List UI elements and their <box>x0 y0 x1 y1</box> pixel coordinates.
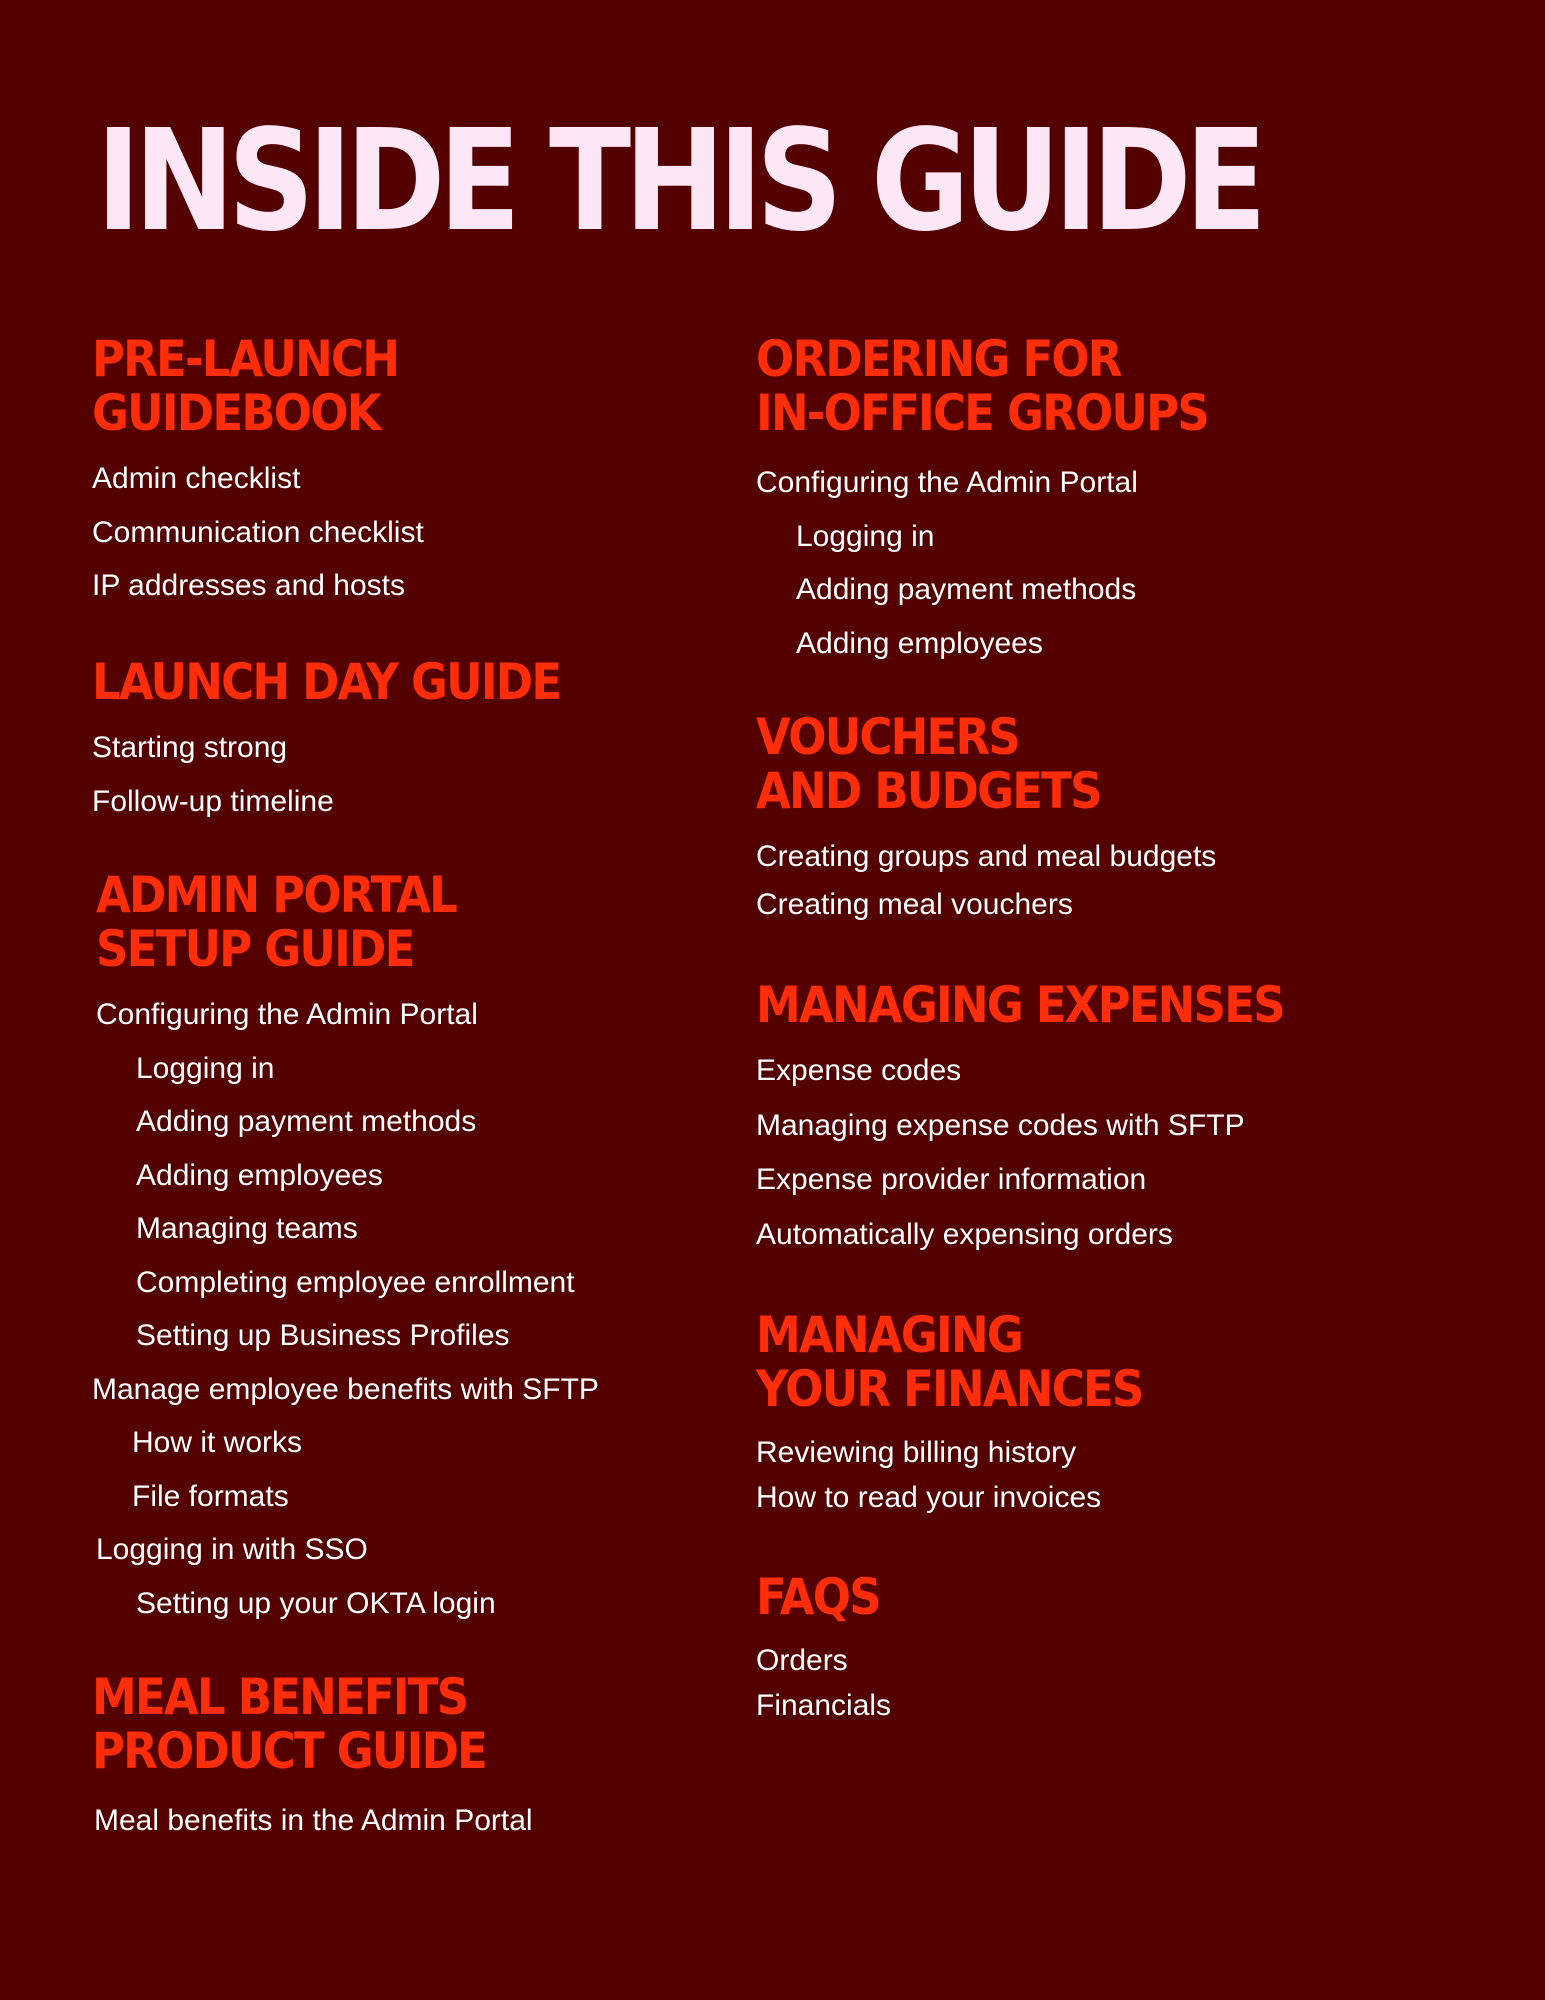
toc-item-logging-in-with-sso[interactable]: Logging in with SSO <box>96 1533 368 1566</box>
section-managing-your-finances <box>756 1308 1185 1520</box>
toc-item-expense-provider-information[interactable]: Expense provider information <box>756 1163 1147 1196</box>
section-heading: MEAL BENEFITS PRODUCT GUIDE <box>92 1668 487 1780</box>
toc-item-automatically-expensing-orders[interactable]: Automatically expensing orders <box>756 1217 1173 1251</box>
section-heading: ADMIN PORTAL SETUP GUIDE <box>96 866 456 978</box>
toc-item-manage-employee-benefits-sftp[interactable]: Manage employee benefits with SFTP <box>92 1372 599 1406</box>
section-faqs <box>756 1570 894 1728</box>
toc-item-reviewing-billing-history[interactable]: Reviewing billing history <box>756 1436 1077 1469</box>
section-ordering-for-in-office-groups <box>756 332 1258 670</box>
section-heading: LAUNCH DAY GUIDE <box>92 653 561 711</box>
toc-subitem-file-formats[interactable]: File formats <box>132 1479 289 1513</box>
toc-item-configuring-admin-portal[interactable]: Configuring the Admin Portal <box>756 466 1138 499</box>
toc-item-communication-checklist[interactable]: Communication checklist <box>92 515 424 549</box>
toc-subitem-managing-teams[interactable]: Managing teams <box>136 1212 358 1245</box>
section-heading: FAQS <box>756 1568 880 1626</box>
section-pre-launch-guidebook <box>92 332 432 613</box>
toc-subitem-how-it-works[interactable]: How it works <box>132 1426 303 1459</box>
toc-subitem-setting-up-okta-login[interactable]: Setting up your OKTA login <box>136 1586 496 1620</box>
toc-item-creating-groups-meal-budgets[interactable]: Creating groups and meal budgets <box>756 840 1217 873</box>
section-vouchers-and-budgets <box>756 710 1216 928</box>
toc-item-meal-benefits-admin-portal[interactable]: Meal benefits in the Admin Portal <box>94 1804 533 1837</box>
section-heading: MANAGING YOUR FINANCES <box>756 1306 1143 1418</box>
toc-subitem-completing-employee-enrollment[interactable]: Completing employee enrollment <box>136 1265 575 1299</box>
toc-subitem-adding-payment-methods[interactable]: Adding payment methods <box>796 573 1137 606</box>
page-title: INSIDE THIS GUIDE <box>96 100 1261 263</box>
section-managing-expenses <box>756 978 1342 1262</box>
toc-item-starting-strong[interactable]: Starting strong <box>92 731 288 764</box>
section-heading: ORDERING FOR IN-OFFICE GROUPS <box>756 330 1208 442</box>
toc-item-how-to-read-invoices[interactable]: How to read your invoices <box>756 1481 1102 1514</box>
toc-subitem-logging-in[interactable]: Logging in <box>796 519 935 553</box>
section-launch-day-guide <box>92 655 612 828</box>
toc-item-orders[interactable]: Orders <box>756 1644 848 1677</box>
toc-item-managing-expense-codes-sftp[interactable]: Managing expense codes with SFTP <box>756 1108 1245 1142</box>
toc-item-creating-meal-vouchers[interactable]: Creating meal vouchers <box>756 888 1073 921</box>
section-heading: MANAGING EXPENSES <box>756 976 1284 1034</box>
toc-subitem-adding-employees[interactable]: Adding employees <box>136 1158 383 1192</box>
section-heading: VOUCHERS AND BUDGETS <box>756 708 1101 820</box>
toc-subitem-logging-in[interactable]: Logging in <box>136 1051 275 1085</box>
section-admin-portal-setup-guide <box>92 866 599 1630</box>
toc-subitem-adding-employees[interactable]: Adding employees <box>796 626 1043 660</box>
toc-item-configuring-admin-portal[interactable]: Configuring the Admin Portal <box>96 998 478 1031</box>
toc-item-financials[interactable]: Financials <box>756 1689 892 1722</box>
toc-item-follow-up-timeline[interactable]: Follow-up timeline <box>92 784 334 818</box>
section-heading: PRE-LAUNCH GUIDEBOOK <box>92 330 399 442</box>
toc-subitem-setting-up-business-profiles[interactable]: Setting up Business Profiles <box>136 1319 510 1352</box>
toc-item-expense-codes[interactable]: Expense codes <box>756 1054 962 1087</box>
toc-item-ip-addresses-and-hosts[interactable]: IP addresses and hosts <box>92 569 405 602</box>
toc-subitem-adding-payment-methods[interactable]: Adding payment methods <box>136 1105 477 1138</box>
section-meal-benefits-product-guide <box>92 1670 533 1848</box>
toc-item-admin-checklist[interactable]: Admin checklist <box>92 462 301 495</box>
